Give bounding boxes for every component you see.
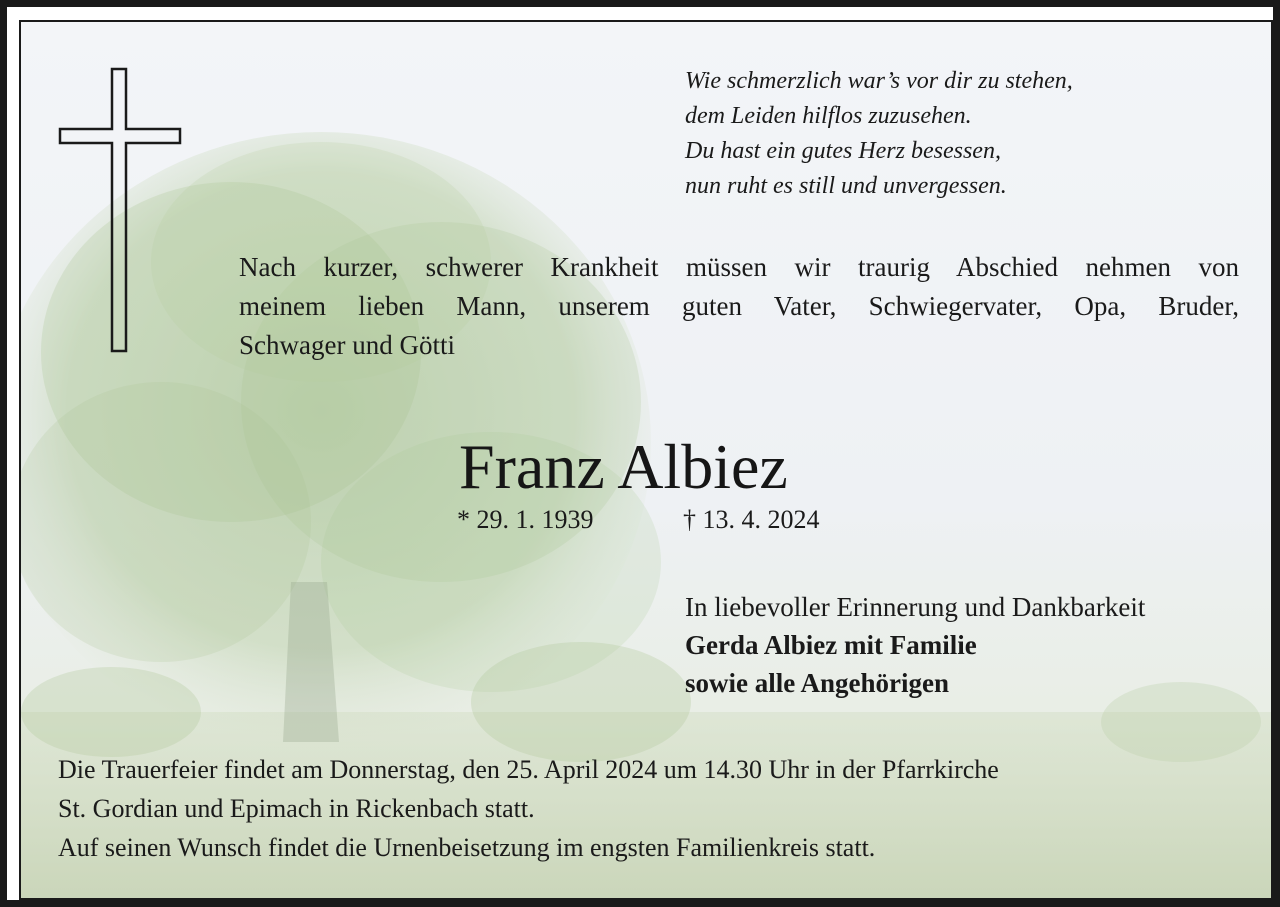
birth-date: * 29. 1. 1939 [457,505,594,534]
deceased-name: Franz Albiez [459,431,788,502]
announcement-text [239,248,1239,365]
announcement-line: meinem lieben Mann, unserem guten Vater, Schwiegervater, Opa, Bruder, [239,291,1239,321]
death-date: † 13. 4. 2024 [683,505,820,534]
mourners-block [685,588,1145,702]
mourners-family: Gerda Albiez mit Familie [685,630,977,660]
poem-line: nun ruht es still und unvergessen. [685,173,1007,199]
funeral-info-line: Auf seinen Wunsch findet die Urnenbeisetzung im engsten Familienkreis statt. [58,833,876,862]
poem-line: dem Leiden hilflos zuzusehen. [685,103,972,129]
funeral-info-line: Die Trauerfeier findet am Donnerstag, den 25. April 2024 um 14.30 Uhr in der Pfarrkirche [58,755,999,784]
obituary-card [19,20,1273,900]
mourners-relatives: sowie alle Angehörigen [685,668,949,698]
funeral-info [58,750,1253,867]
announcement-line: Nach kurzer, schwerer Krankheit müssen wir traurig Abschied nehmen von [239,252,1239,282]
poem-verse [685,64,1073,204]
funeral-info-line: St. Gordian und Epimach in Rickenbach statt. [58,794,535,823]
poem-line: Du hast ein gutes Herz besessen, [685,138,1001,164]
announcement-line: Schwager und Götti [239,330,455,360]
poem-line: Wie schmerzlich war’s vor dir zu stehen, [685,68,1073,94]
cross-icon [58,67,182,353]
mourners-dedication: In liebevoller Erinnerung und Dankbarkeit [685,592,1146,622]
